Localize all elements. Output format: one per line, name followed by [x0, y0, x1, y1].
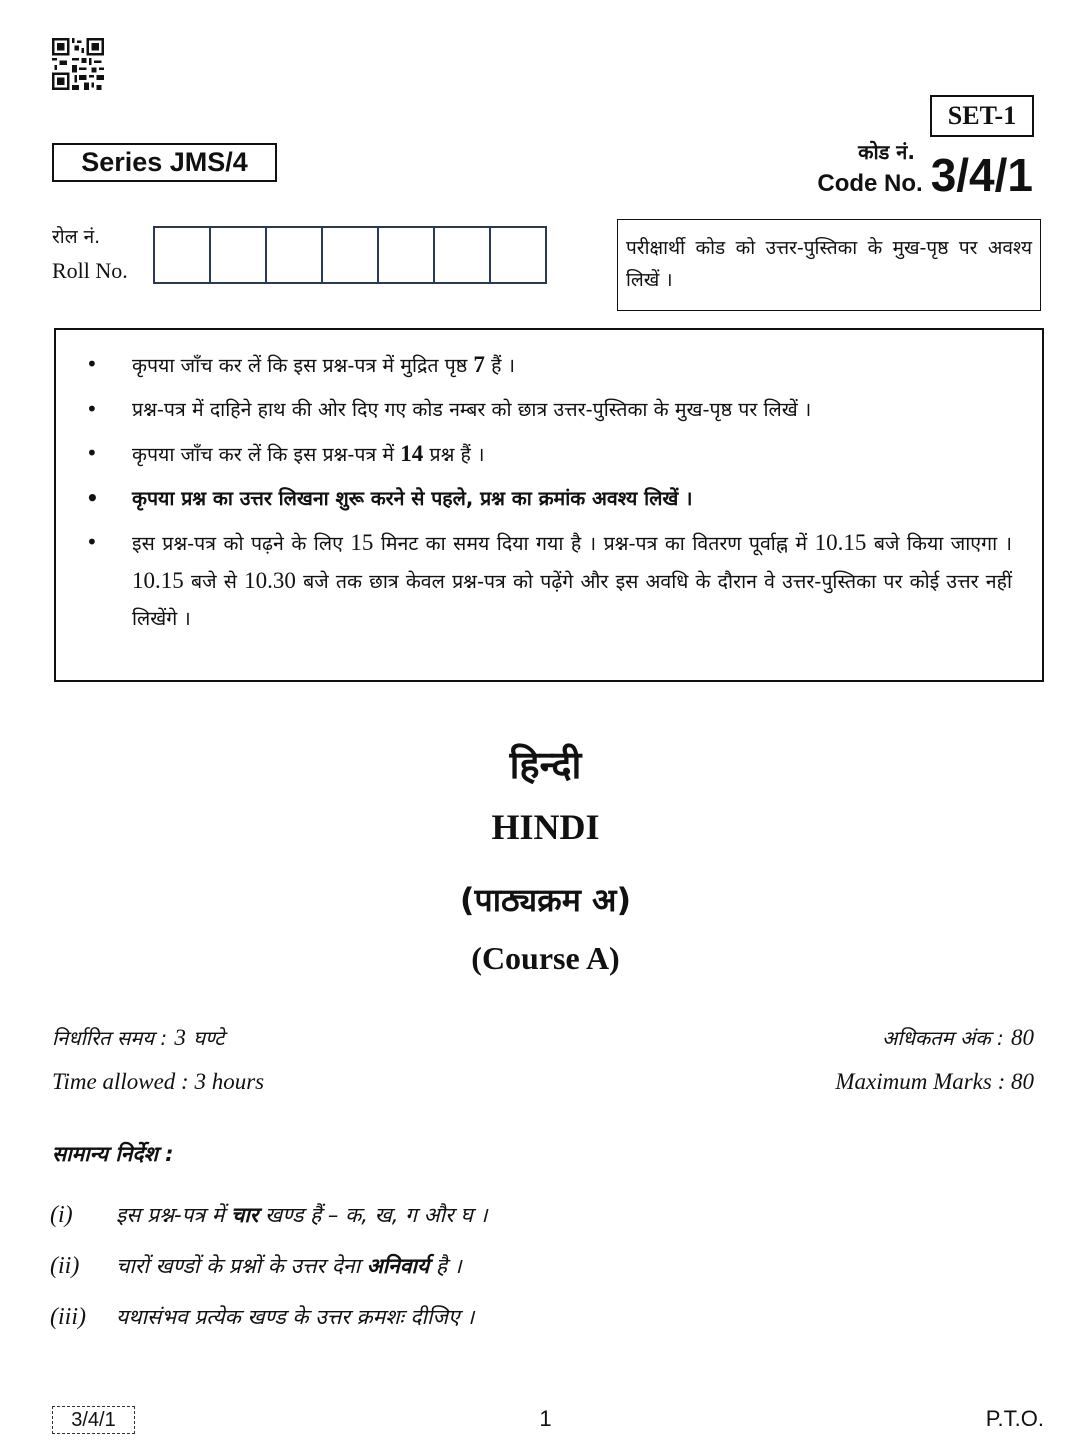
subject-title-hindi: हिन्दी: [509, 743, 582, 787]
instructions-list: [86, 346, 1012, 637]
general-instruction-item: (i) इस प्रश्न-पत्र में चार खण्ड हैं – क, ख, ग और घ ।: [50, 1202, 488, 1228]
course-title-hindi: (पाठ्यक्रम अ): [459, 881, 632, 919]
instruction-item: • प्रश्न-पत्र में दाहिने हाथ की ओर दिए गए कोड नम्बर को छात्र उत्तर-पुस्तिका के मुख-पृष्ठ पर लिखें ।: [86, 391, 1012, 428]
instruction-item: • कृपया जाँच कर लें कि इस प्रश्न-पत्र में मुद्रित पृष्ठ 7 हैं ।: [86, 346, 1012, 384]
code-value: 3/4/1: [930, 149, 1033, 201]
roll-digit-box[interactable]: [435, 228, 491, 282]
roll-digit-box[interactable]: [491, 228, 545, 282]
set-label: SET-1: [930, 95, 1034, 137]
page-number: 1: [539, 1406, 552, 1431]
time-allowed: [52, 1016, 264, 1104]
footer-code-label: 3/4/1: [52, 1406, 135, 1434]
roll-label-english: Roll No.: [52, 258, 128, 283]
roll-digit-box[interactable]: [155, 228, 211, 282]
subject-title-english: HINDI: [491, 807, 600, 847]
roll-number-label: [52, 220, 128, 288]
general-instructions-list: [50, 1190, 487, 1343]
instructions-box: [54, 328, 1044, 682]
qr-code-icon: [52, 38, 104, 90]
roll-digit-box[interactable]: [379, 228, 435, 282]
general-instructions-heading: सामान्य निर्देश :: [52, 1142, 174, 1166]
please-turn-over: P.T.O.: [985, 1406, 1044, 1431]
series-label: Series JMS/4: [52, 143, 277, 182]
roll-label-hindi: रोल नं.: [52, 226, 101, 248]
code-label-english: Code No.: [817, 170, 923, 197]
instruction-item: • कृपया जाँच कर लें कि इस प्रश्न-पत्र में 14 प्रश्न हैं ।: [86, 435, 1012, 473]
maximum-marks-hindi: अधिकतम अंक : 80: [882, 1025, 1034, 1050]
maximum-marks-english: Maximum Marks : 80: [835, 1069, 1034, 1094]
time-allowed-hindi: निर्धारित समय : 3 घण्टे: [52, 1025, 225, 1050]
maximum-marks: [835, 1016, 1034, 1104]
roll-number-boxes: [153, 226, 547, 284]
candidate-note: परीक्षार्थी कोड को उत्तर-पुस्तिका के मुख-पृष्ठ पर अवश्य लिखें ।: [617, 219, 1041, 311]
general-instruction-item: (iii) यथासंभव प्रत्येक खण्ड के उत्तर क्रमशः दीजिए ।: [50, 1304, 475, 1330]
instruction-item: • कृपया प्रश्न का उत्तर लिखना शुरू करने से पहले, प्रश्न का क्रमांक अवश्य लिखें ।: [86, 480, 1012, 517]
code-label-hindi: कोड नं.: [858, 140, 915, 164]
general-instruction-item: (ii) चारों खण्डों के प्रश्नों के उत्तर देना अनिवार्य है ।: [50, 1253, 462, 1279]
code-number-block: [817, 140, 1033, 202]
roll-digit-box[interactable]: [323, 228, 379, 282]
instruction-item: • इस प्रश्न-पत्र को पढ़ने के लिए 15 मिनट का समय दिया गया है । प्रश्न-पत्र का वितरण पूर्वाह्न में 10.15 बजे किया जाएगा । 10.15 बजे से 10.30 बजे तक छात्र केवल प्रश्न-पत्र को पढ़ेंगे और इस अवधि के दौरान वे उत्तर-पुस्तिका पर कोई उत्तर नहीं लिखेंगे ।: [86, 524, 1012, 637]
time-allowed-english: Time allowed : 3 hours: [52, 1069, 265, 1094]
roll-digit-box[interactable]: [267, 228, 323, 282]
course-title-english: (Course A): [471, 940, 620, 976]
roll-digit-box[interactable]: [211, 228, 267, 282]
